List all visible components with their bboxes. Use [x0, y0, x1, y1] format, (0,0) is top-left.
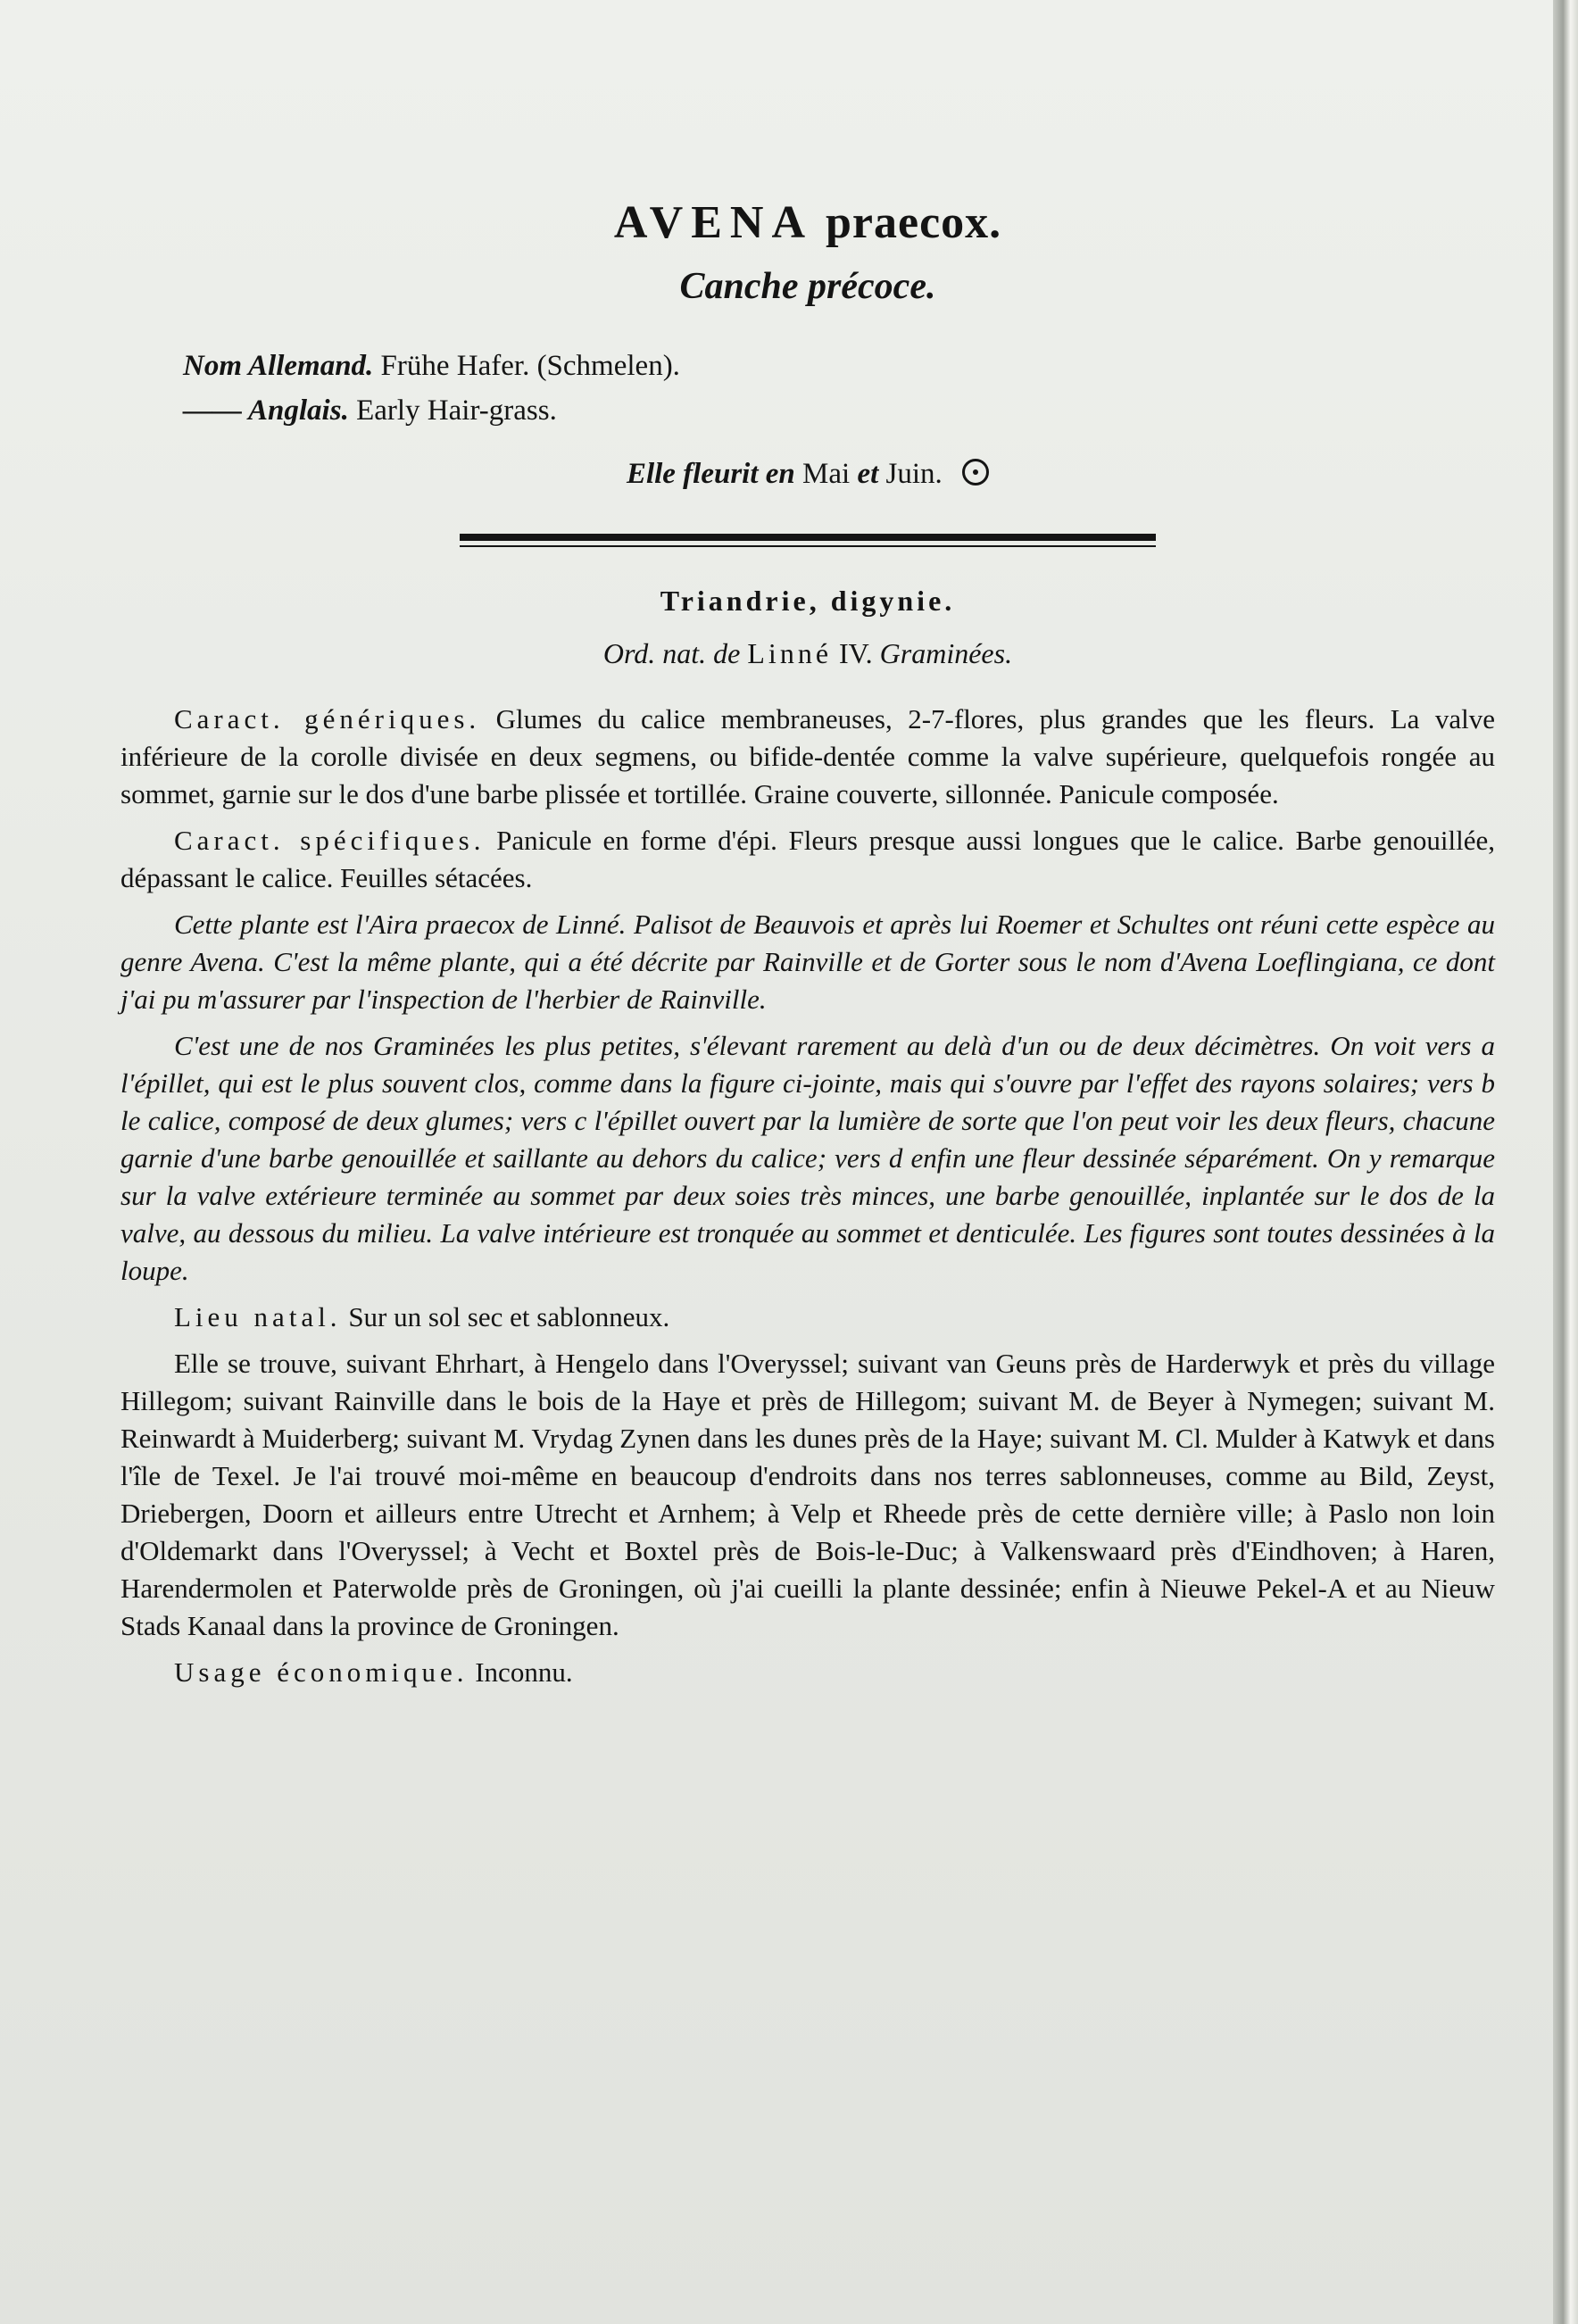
description-text: C'est une de nos Graminées les plus petites, s'élevant rarement au delà d'un ou de deux décimètres. On voit vers a l'épillet, qui est le plus souvent clos, comme dans la figure ci-jointe, mais qui s'ouvre par l'effet des rayons solaires; vers b le calice, composé de deux glumes; vers c l'épillet ouvert par la lumière de sorte que l'on peut voir les deux fleurs, chacune garnie d'une barbe genouillée et saillante au dehors du calice; vers d enfin une fleur dessinée séparément. On y remarque sur la valve extérieure terminée au sommet par deux soies très minces, une barbe genouillée, inplantée sur le dos de la valve, au dessous du milieu. La valve intérieure est tronquée au sommet et denticulée. Les figures sont toutes dessinées à la loupe.: [120, 1030, 1495, 1286]
specific-characters-heading: Caract. spécifiques.: [174, 825, 486, 856]
german-name: Frühe Hafer. (Schmelen).: [380, 350, 680, 382]
synonymy-paragraph: [120, 906, 1495, 1018]
flowering-line: [120, 456, 1495, 491]
vernacular-names: [183, 344, 1495, 433]
natural-order-line: [120, 637, 1495, 670]
double-rule-divider: [460, 534, 1156, 547]
perennial-sun-circle-icon: [962, 459, 989, 486]
german-name-line: [183, 344, 1495, 388]
page-edge: [1553, 0, 1578, 2324]
generic-characters-paragraph: [120, 701, 1495, 813]
title-species: praecox.: [826, 197, 1002, 248]
usage-text: Inconnu.: [475, 1656, 573, 1688]
page-title: [120, 196, 1495, 249]
common-name: Canche précoce.: [679, 266, 936, 307]
usage-paragraph: [120, 1654, 1495, 1691]
flowering-text-a: Elle fleurit en: [626, 458, 795, 490]
flowering-text-d: Juin.: [885, 458, 943, 490]
order-author: Linné: [747, 637, 833, 669]
habitat-paragraph: [120, 1299, 1495, 1336]
localities-paragraph: [120, 1345, 1495, 1645]
german-label: Nom Allemand.: [183, 350, 374, 382]
generic-characters-text: Glumes du calice membraneuses, 2-7-flores, plus grandes que les fleurs. La valve inférieure de la corolle divisée en deux segmens, ou bifide-dentée comme la valve supérieure, quelquefois rongée au sommet, garnie sur le dos d'une barbe plissée et tortillée. Graine couverte, sillonnée. Panicule composée.: [120, 703, 1495, 809]
english-label: —— Anglais.: [183, 394, 349, 427]
generic-characters-heading: Caract. génériques.: [174, 703, 481, 735]
order-family: Graminées.: [879, 637, 1013, 669]
description-paragraph: [120, 1027, 1495, 1290]
flowering-text-b: Mai: [802, 458, 851, 490]
usage-heading: Usage économique.: [174, 1656, 469, 1688]
title-genus: AVENA: [613, 197, 814, 248]
specific-characters-paragraph: [120, 822, 1495, 897]
english-name: Early Hair-grass.: [356, 394, 557, 427]
habitat-heading: Lieu natal.: [174, 1301, 342, 1332]
habitat-text: Sur un sol sec et sablonneux.: [348, 1301, 670, 1332]
order-number: IV.: [839, 637, 873, 669]
page-content: [120, 196, 1495, 1700]
flowering-text-c: et: [857, 458, 879, 490]
english-name-line: [183, 388, 1495, 433]
localities-text: Elle se trouve, suivant Ehrhart, à Hengelo dans l'Overyssel; suivant van Geuns près de Harderwyk et près du village Hillegom; suivant Rainville dans le bois de la Haye et près de Hillegom; suivant M. de Beyer à Nymegen; suivant M. Reinwardt à Muiderberg; suivant M. Vrydag Zynen dans les dunes près de la Haye; suivant M. Cl. Mulder à Katwyk et dans l'île de Texel. Je l'ai trouvé moi-même en beaucoup d'endroits dans nos terres sablonneuses, comme au Bild, Zeyst, Driebergen, Doorn et ailleurs entre Utrecht et Arnhem; à Velp et Rheede près de cette dernière ville; à Paslo non loin d'Oldemarkt dans l'Overyssel; à Vecht et Boxtel près de Bois-le-Duc; à Valkenswaard près d'Eindhoven; à Haren, Harendermolen et Paterwolde près de Groningen, où j'ai cueilli la plante dessinée; enfin à Nieuwe Pekel-A et au Nieuw Stads Kanaal dans la province de Groningen.: [120, 1348, 1495, 1641]
specific-characters-text: Panicule en forme d'épi. Fleurs presque aussi longues que le calice. Barbe genouillée, dépassant le calice. Feuilles sétacées.: [120, 825, 1495, 893]
order-prefix: Ord. nat. de: [602, 637, 741, 669]
linnaean-classification: Triandrie, digynie.: [660, 585, 956, 617]
synonymy-text: Cette plante est l'Aira praecox de Linné. Palisot de Beauvois et après lui Roemer et Schultes ont réuni cette espèce au genre Avena. C'est la même plante, qui a été décrite par Rainville et de Gorter sous le nom d'Avena Loeflingiana, ce dont j'ai pu m'assurer par l'inspection de l'herbier de Rainville.: [120, 909, 1495, 1015]
